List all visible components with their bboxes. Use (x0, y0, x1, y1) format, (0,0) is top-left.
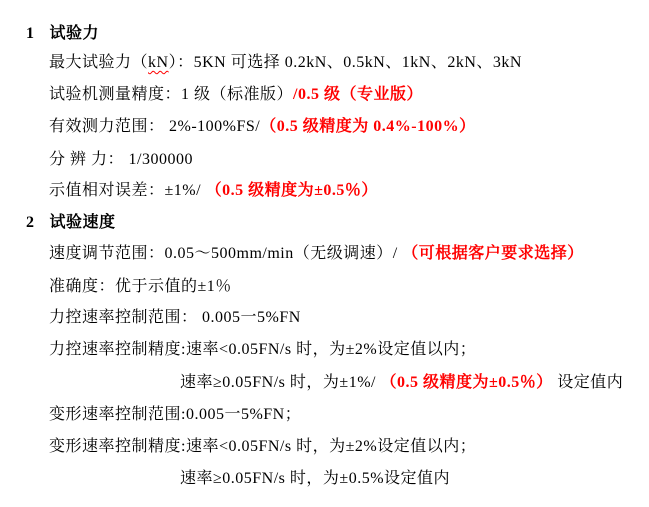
section-1-number: 1 (26, 25, 35, 42)
relative-error-black: 示值相对误差：±1%/ (49, 182, 206, 199)
relative-error-red: （0.5 级精度为±0.5％） (205, 182, 378, 199)
effective-range-red: （0.5 级精度为 0.4%-100%） (260, 118, 476, 135)
measurement-accuracy-red: /0.5 级（专业版） (293, 86, 423, 103)
max-force-misspelled-kn: kN (148, 54, 169, 71)
force-rate-precision-black: 力控速率控制精度:速率<0.05FN/s 时，为±2%设定值以内； (49, 341, 477, 358)
deform-rate-precision-black: 变形速率控制精度:速率<0.05FN/s 时，为±2%设定值以内； (49, 438, 477, 455)
speed-range-black: 速度调节范围：0.05～500mm/min（无级调速）/ (49, 245, 403, 262)
force-rate-cont-red: （0.5 级精度为±0.5％） (380, 374, 553, 391)
accuracy-black: 准确度：优于示值的±1％ (49, 278, 232, 295)
section-2-title: 试验速度 (49, 214, 116, 231)
effective-range-black: 有效测力范围： 2%-100%FS/ (49, 118, 261, 135)
speed-range-red: （可根据客户要求选择） (402, 245, 584, 262)
max-force-pre: 最大试验力（ (49, 54, 149, 71)
section-1-title: 试验力 (49, 25, 100, 42)
deform-rate-cont-black: 速率≥0.05FN/s 时，为±0.5%设定值内 (180, 470, 451, 487)
max-force-post: ）：5KN 可选择 0.2kN、0.5kN、1kN、2kN、3kN (168, 54, 522, 71)
force-rate-cont-tail: 设定值内 (552, 374, 624, 391)
force-rate-cont-black: 速率≥0.05FN/s 时，为±1%/ (180, 374, 381, 391)
deform-rate-range-black: 变形速率控制范围:0.005一5%FN； (49, 406, 302, 423)
force-rate-range-black: 力控速率控制范围： 0.005一5%FN (49, 309, 301, 326)
resolution-black: 分 辨 力： 1/300000 (49, 151, 193, 168)
line-deform-rate-precision-cont (162, 450, 450, 507)
measurement-accuracy-black: 试验机测量精度：1 级（标准版） (49, 86, 294, 103)
section-2-number: 2 (26, 214, 35, 231)
